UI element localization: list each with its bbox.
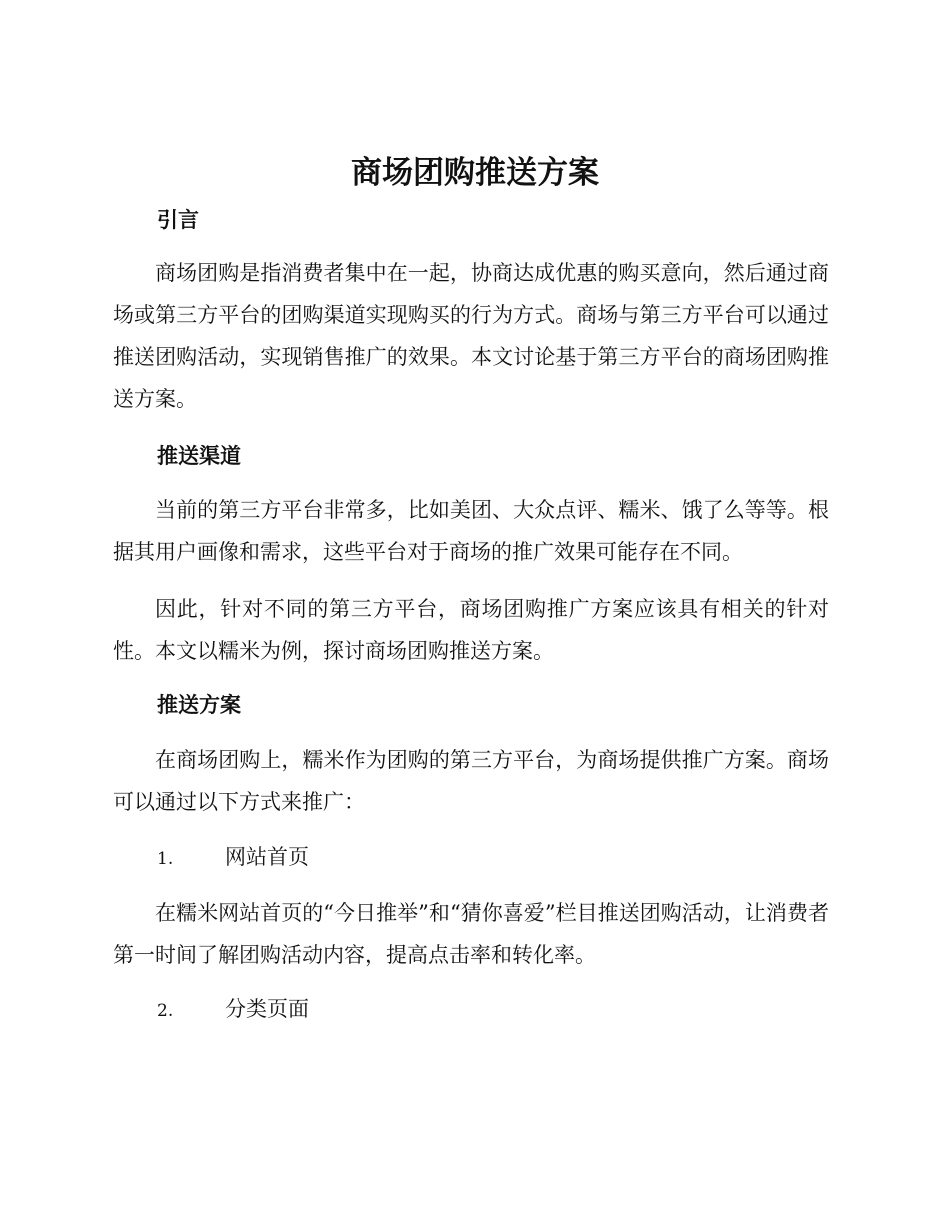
- list-item-1: [157, 842, 309, 874]
- list-number-1: 1.: [157, 849, 174, 869]
- plan-paragraph: 在商场团购上，糯米作为团购的第三方平台，为商场提供推广方案。商场可以通过以下方式来推广：: [113, 748, 829, 814]
- list-item-2: [157, 994, 309, 1026]
- list-label-2: 分类页面: [225, 997, 309, 1021]
- section-heading-intro: 引言: [157, 208, 199, 232]
- section-heading-channels: 推送渠道: [157, 444, 241, 468]
- channels-paragraph-1: 当前的第三方平台非常多，比如美团、大众点评、糯米、饿了么等等。根据其用户画像和需求，这些平台对于商场的推广效果可能存在不同。: [113, 498, 829, 564]
- list-label-1: 网站首页: [225, 845, 309, 869]
- document-title: 商场团购推送方案: [351, 155, 599, 191]
- list-number-2: 2.: [157, 1001, 174, 1021]
- list-item-1-paragraph: 在糯米网站首页的“今日推举”和“猜你喜爱”栏目推送团购活动，让消费者第一时间了解团购活动内容，提高点击率和转化率。: [113, 901, 829, 967]
- channels-paragraph-2: 因此，针对不同的第三方平台，商场团购推广方案应该具有相关的针对性。本文以糯米为例，探讨商场团购推送方案。: [113, 597, 829, 663]
- section-heading-plan: 推送方案: [157, 693, 241, 717]
- intro-paragraph: 商场团购是指消费者集中在一起，协商达成优惠的购买意向，然后通过商场或第三方平台的团购渠道实现购买的行为方式。商场与第三方平台可以通过推送团购活动，实现销售推广的效果。本文讨论基于第三方平台的商场团购推送方案。: [113, 261, 829, 411]
